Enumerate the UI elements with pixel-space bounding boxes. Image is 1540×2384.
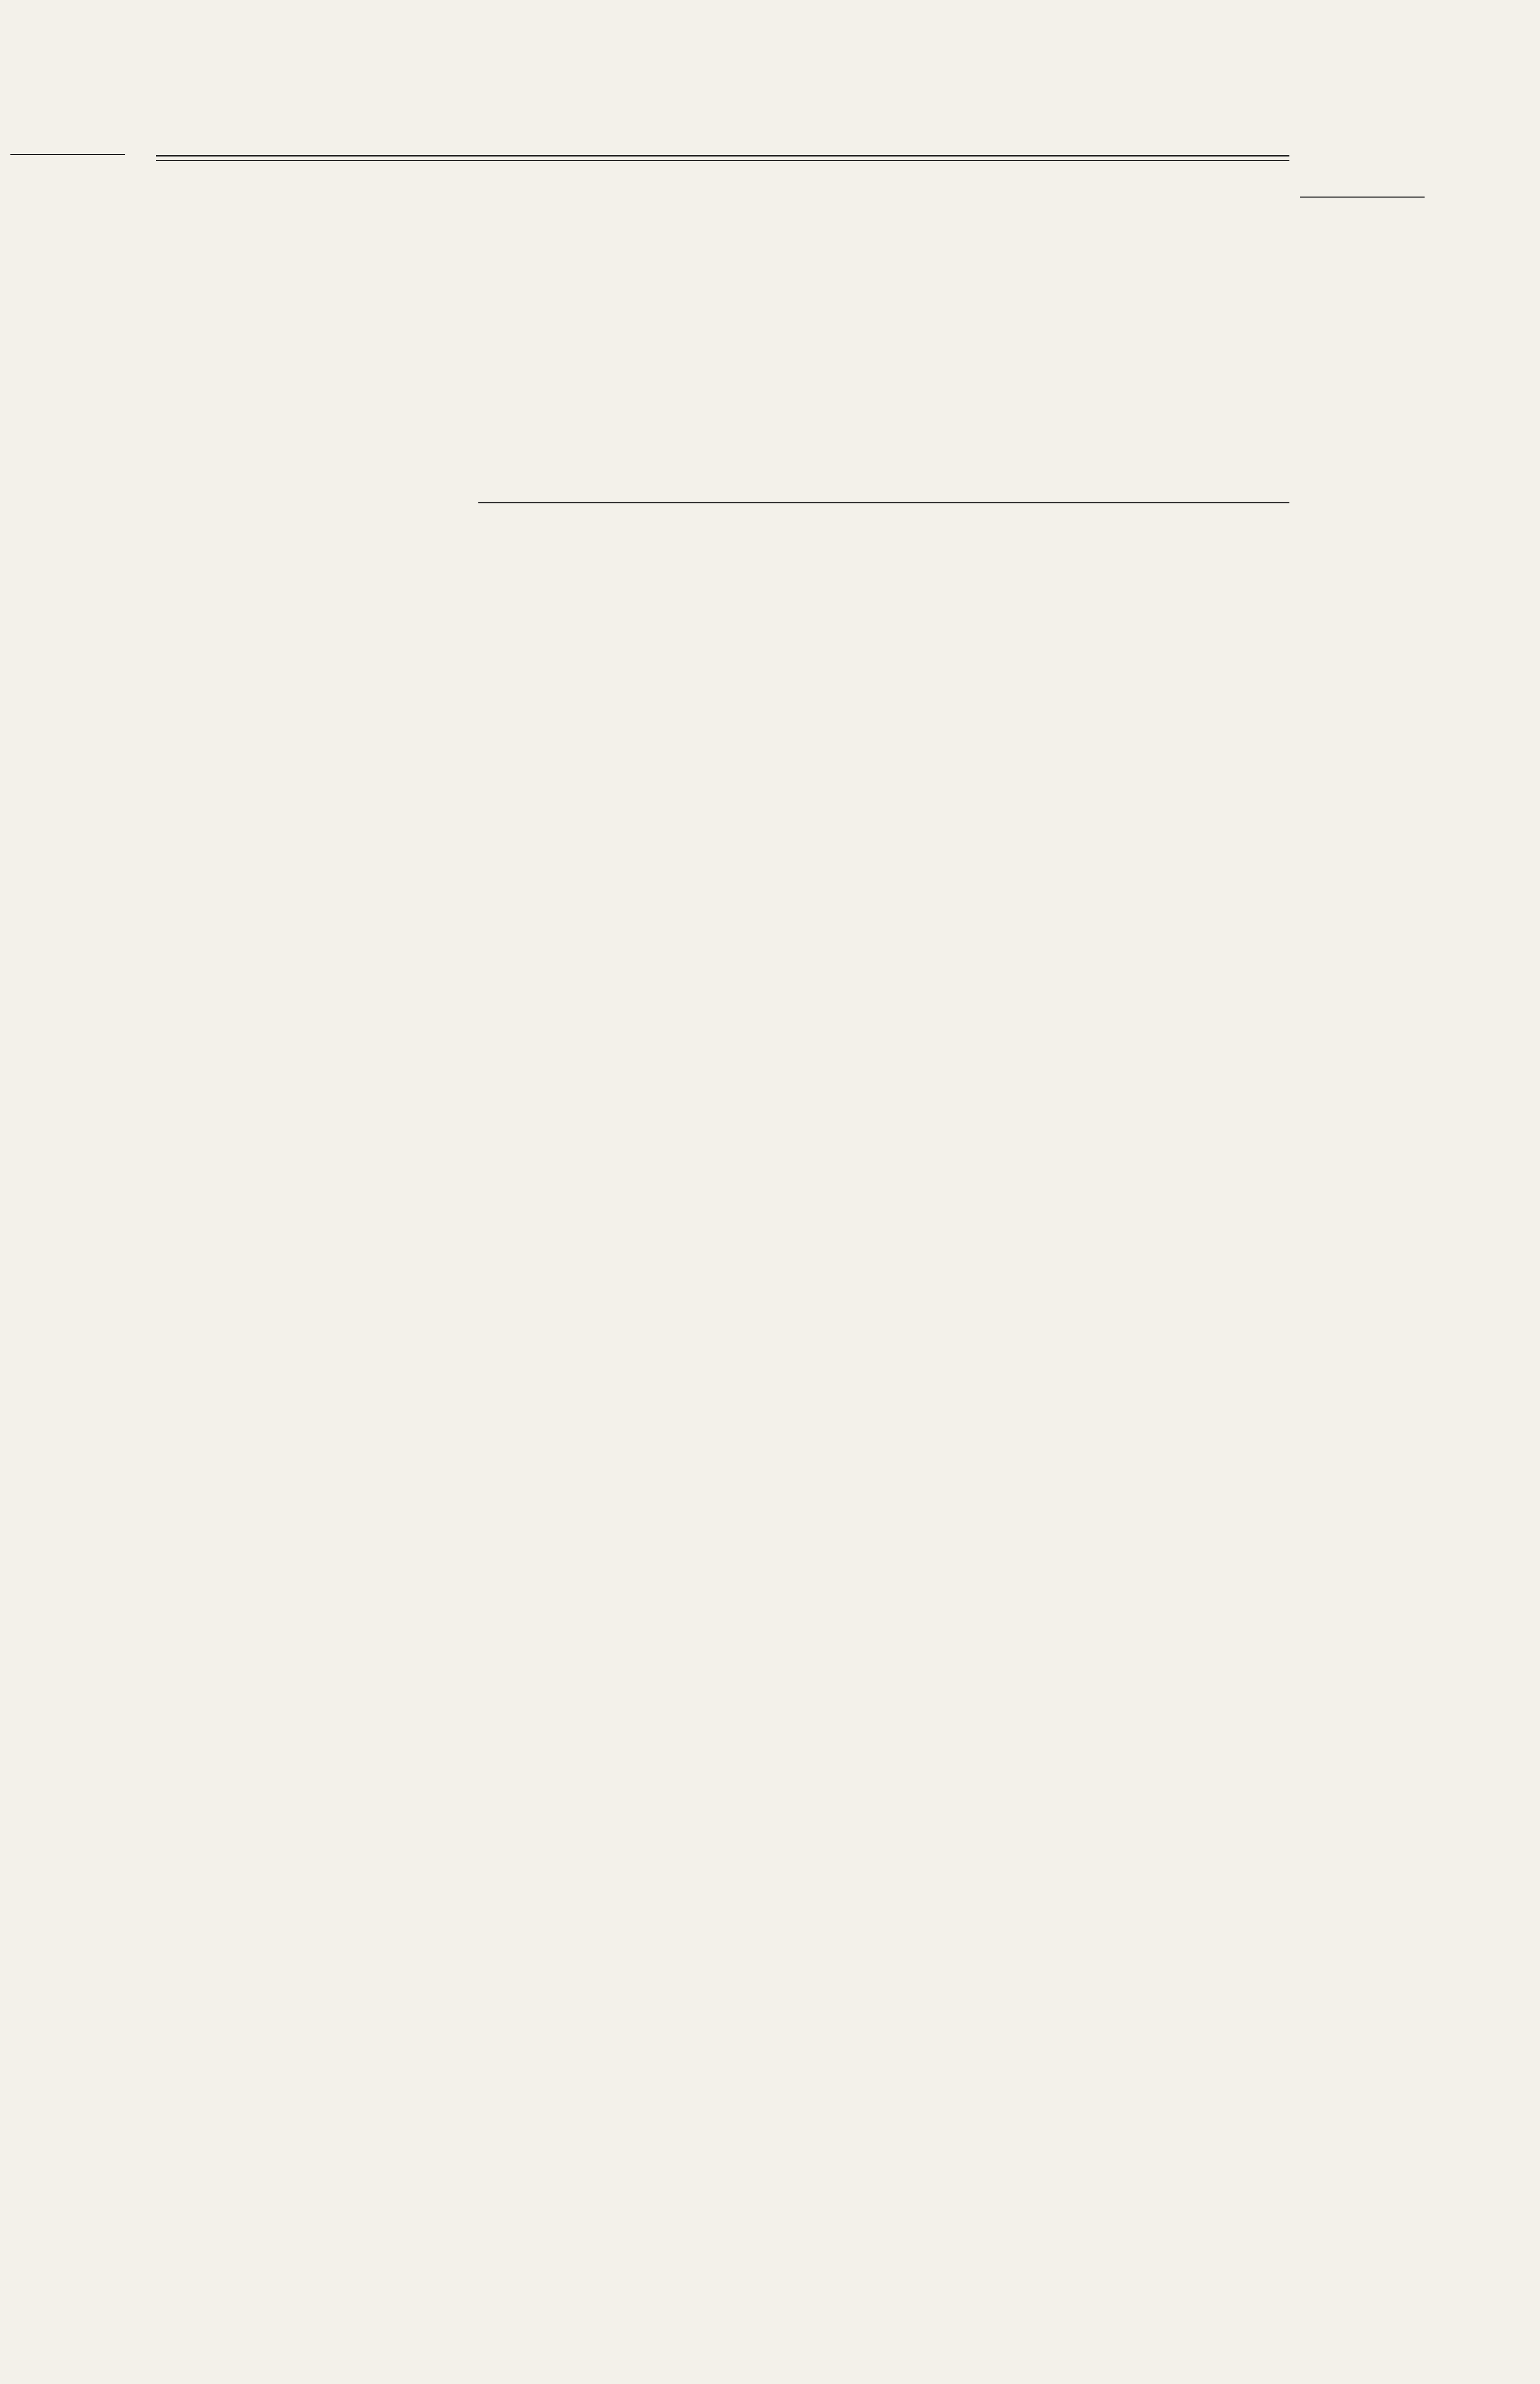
header-rule-2 [156,160,1289,161]
header-rule [156,155,1289,157]
french-column [723,179,1274,185]
margin-note-right [1300,192,1425,198]
margin-right-date [1300,197,1425,198]
rotated-table-page [198,497,1289,2254]
margin-note-left [10,151,125,155]
revenue-statement [198,497,1289,2254]
english-column [130,179,681,185]
page-header [125,88,1300,151]
margin-left-date [10,154,125,155]
